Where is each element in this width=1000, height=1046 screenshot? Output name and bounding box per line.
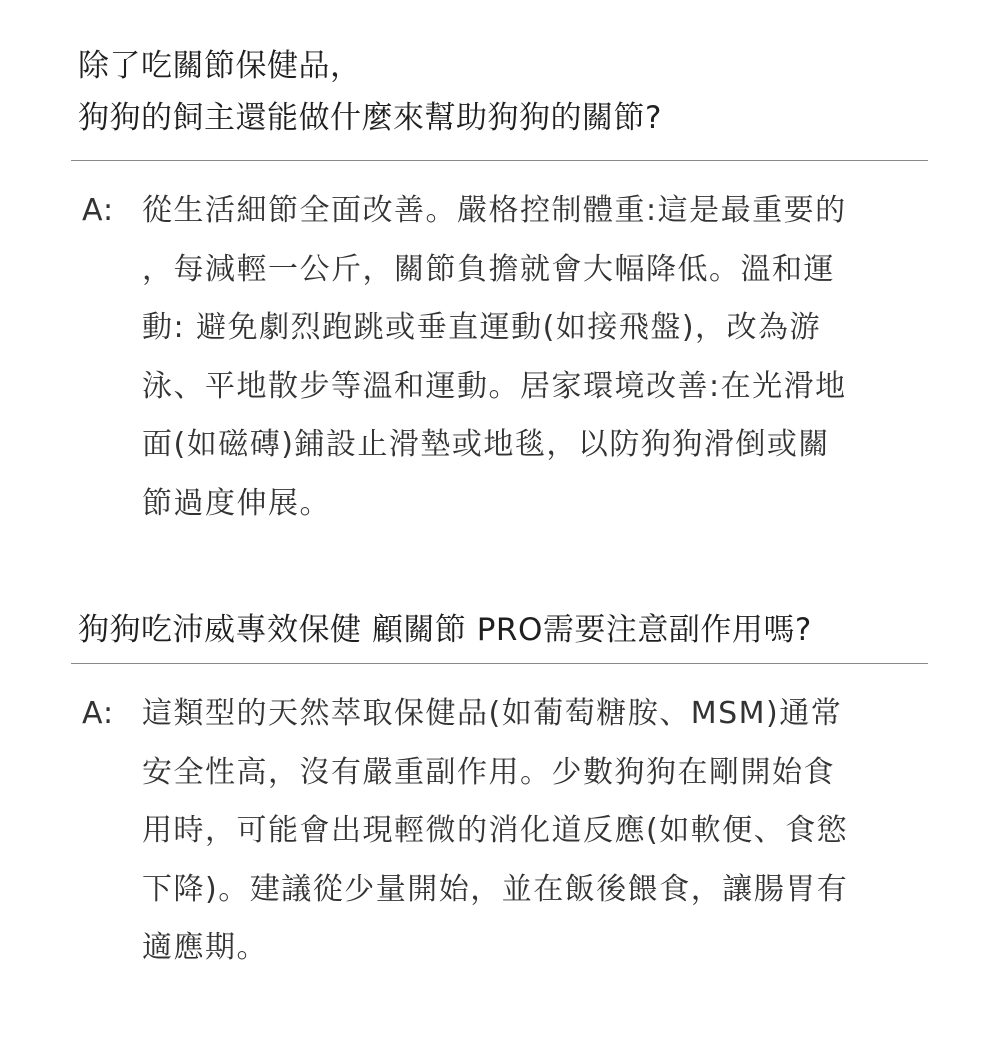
answer-label: A: — [82, 193, 115, 228]
question-line: 除了吃關節保健品， — [78, 48, 362, 84]
answer-text — [142, 182, 932, 533]
answer-line: 適應期。 — [142, 930, 268, 965]
question-divider — [71, 663, 928, 664]
answer-line: 面(如磁磚)鋪設止滑墊或地毯，以防狗狗滑倒或關 — [142, 427, 830, 462]
answer-line: 下降)。建議從少量開始，並在飯後餵食，讓腸胃有 — [142, 871, 849, 907]
answer-line: 用時，可能會出現輕微的消化道反應(如軟便、食慾 — [142, 813, 849, 848]
question-divider — [71, 160, 928, 161]
answer-text — [142, 685, 932, 978]
answer-line: 泳、平地散步等溫和運動。居家環境改善:在光滑地 — [142, 368, 847, 404]
answer-line: 這類型的天然萃取保健品(如葡萄糖胺、MSM)通常 — [142, 696, 843, 731]
answer-label: A: — [82, 696, 115, 731]
faq-question — [78, 40, 938, 144]
answer-line: ，每減輕一公斤，關節負擔就會大幅降低。溫和運 — [142, 251, 835, 287]
answer-line: 動: 避免劇烈跑跳或垂直運動(如接飛盤)，改為游 — [142, 310, 822, 345]
question-line: 狗狗吃沛威專效保健 顧關節 PRO需要注意副作用嗎? — [78, 612, 812, 648]
question-line: 狗狗的飼主還能做什麼來幫助狗狗的關節? — [78, 100, 662, 136]
answer-line: 節過度伸展。 — [142, 485, 331, 521]
faq-question — [78, 605, 938, 655]
answer-line: 從生活細節全面改善。嚴格控制體重:這是最重要的 — [142, 193, 847, 228]
answer-line: 安全性高，沒有嚴重副作用。少數狗狗在剛開始食 — [142, 754, 835, 790]
